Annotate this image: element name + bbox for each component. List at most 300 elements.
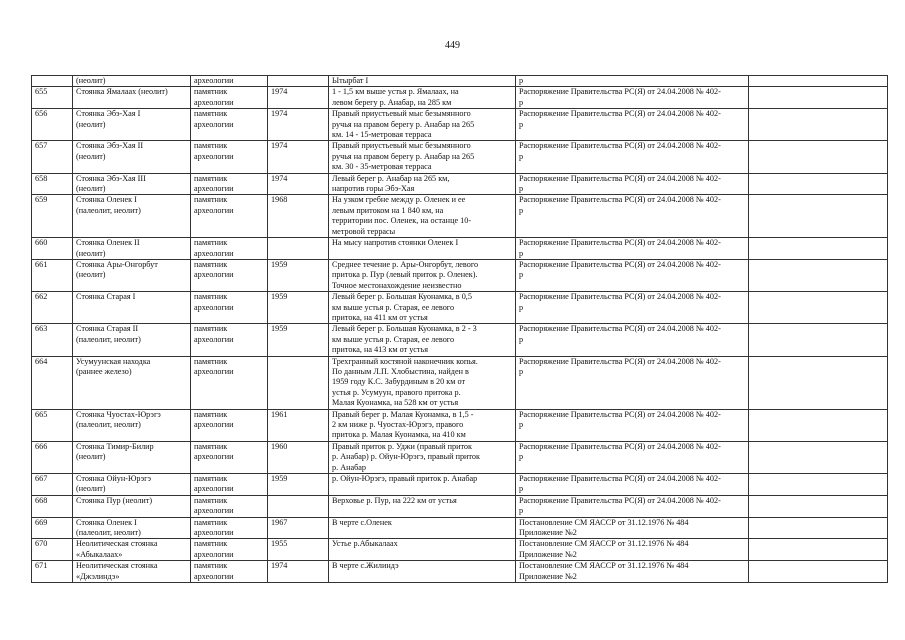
cell-text-line: археологии [194,119,234,129]
cell-year [268,561,329,583]
cell-empty [749,561,888,583]
cell-text-line: (палеолит, неолит) [76,420,141,429]
cell-text-line: археологии [194,302,234,312]
cell-monument-type [191,561,268,583]
cell-empty [749,409,888,441]
cell-text: 1967 [271,517,288,527]
cell-monument-type [191,141,268,173]
cell-text: 663 [35,324,48,334]
cell-text-line: Стоянка Оленек I [76,195,137,205]
cell-text-line: метровой террасы [332,226,396,236]
cell-location [329,109,516,141]
cell-text: 1955 [271,539,288,549]
cell-text-line: р [519,151,524,161]
cell-monument-name [73,195,191,238]
cell-text-line: р [519,484,524,494]
monuments-table [31,75,888,583]
cell-text-line: памятник [194,356,228,366]
cell-text-line: Распоряжение Правительства РС(Я) от 24.04.2008 № 402- [519,109,721,119]
cell-text-line: Трехгранный костяной наконечник копья. [332,356,478,366]
cell-text-line: Приложение №2 [519,549,577,559]
cell-number [32,141,73,173]
cell-text: 667 [35,474,48,484]
cell-monument-type [191,87,268,109]
cell-text-line: Стоянка Эбэ-Хая II [76,141,144,151]
cell-empty [749,87,888,109]
cell-text-line: р [519,248,524,258]
cell-text-line: Правый приустьевый мыс безымянного [332,141,471,151]
cell-text-line: Распоряжение Правительства РС(Я) от 24.04.2008 № 402- [519,409,721,419]
cell-number [32,76,73,87]
cell-text-line: устья р. Усумуун, правого притока р. [332,387,461,397]
cell-text-line: Стоянка Эбэ-Хая I [76,109,141,119]
cell-monument-type [191,356,268,409]
cell-text-line: р [519,334,524,344]
cell-text: 1974 [271,561,288,571]
cell-text-line: памятник [194,292,228,302]
cell-legal-document [516,409,749,441]
cell-text-line: Неолитическая стоянка [76,561,158,571]
cell-text-line: Стоянка Ойун-Юрэгэ [76,474,152,484]
cell-text-line: притока р. Пур (левый приток р. Оленек). [332,270,478,280]
cell-location [329,561,516,583]
cell-empty [749,441,888,473]
cell-text-line: На мысу напротив стоянки Оленек I [332,238,459,248]
cell-text-line: р [519,119,524,129]
cell-legal-document [516,324,749,356]
cell-monument-name [73,109,191,141]
cell-year [268,474,329,496]
cell-text-line: р [519,205,524,215]
cell-text-line: Точное местонахождение неизвестно [332,280,462,290]
cell-empty [749,141,888,173]
table-row [32,109,888,141]
cell-text: 1961 [271,409,288,419]
cell-monument-type [191,539,268,561]
cell-location [329,324,516,356]
cell-text: 665 [35,409,48,419]
cell-monument-type [191,292,268,324]
table-row [32,238,888,260]
cell-monument-name [73,292,191,324]
cell-year [268,173,329,195]
cell-year [268,141,329,173]
cell-text-line: Распоряжение Правительства РС(Я) от 24.04.2008 № 402- [519,324,721,334]
cell-text: 662 [35,292,48,302]
cell-text-line: (неолит) [76,119,106,129]
cell-text-line: притока, на 413 км от устья [332,345,429,355]
cell-text: 1974 [271,173,288,183]
cell-text-line: археологии [194,484,234,494]
cell-text-line: км. 14 - 15-метровая терраса [332,130,432,140]
table-row [32,517,888,539]
cell-text-line: Стоянка Эбэ-Хая III [76,173,146,183]
cell-text-line: Постановление СМ ЯАССР от 31.12.1976 № 484 [519,539,689,549]
cell-text-line: археологии [194,366,234,376]
cell-monument-type [191,238,268,260]
cell-text-line: Стоянка Старая I [76,292,136,302]
cell-monument-name [73,441,191,473]
cell-number [32,238,73,260]
cell-text-line: Постановление СМ ЯАССР от 31.12.1976 № 484 [519,517,689,527]
cell-text-line: (неолит) [76,452,106,462]
cell-text-line: археологии [194,334,234,344]
cell-monument-type [191,173,268,195]
cell-text-line: археологии [194,571,234,581]
cell-empty [749,195,888,238]
cell-text-line: Неолитическая стоянка [76,539,158,549]
cell-monument-type [191,474,268,496]
cell-legal-document [516,356,749,409]
cell-year [268,441,329,473]
cell-text: 669 [35,517,48,527]
cell-text-line: Стоянка Оленек I [76,517,137,527]
cell-legal-document [516,495,749,517]
cell-text: 670 [35,539,48,549]
cell-legal-document [516,238,749,260]
table-row [32,76,888,87]
cell-empty [749,173,888,195]
cell-location [329,141,516,173]
table-row [32,409,888,441]
cell-text-line: Распоряжение Правительства РС(Я) от 24.04.2008 № 402- [519,495,721,505]
cell-location [329,495,516,517]
cell-number [32,409,73,441]
cell-text-line: (раннее железо) [76,366,132,376]
cell-text-line: археологии [194,205,234,215]
cell-text-line: памятник [194,495,228,505]
cell-monument-name [73,517,191,539]
cell-text: 1959 [271,474,288,484]
cell-year [268,517,329,539]
cell-legal-document [516,539,749,561]
cell-monument-type [191,259,268,291]
cell-legal-document [516,292,749,324]
cell-text-line: притока, на 411 км от устья [332,312,428,322]
cell-text-line: Стоянка Оленек II [76,238,140,248]
cell-text-line: Распоряжение Правительства РС(Я) от 24.04.2008 № 402- [519,441,721,451]
cell-text: 1959 [271,324,288,334]
cell-text: 657 [35,141,48,151]
cell-year [268,356,329,409]
cell-monument-type [191,109,268,141]
cell-text: 1968 [271,195,288,205]
cell-legal-document [516,87,749,109]
cell-text: 1959 [271,259,288,269]
cell-year [268,109,329,141]
table-body [32,76,888,583]
cell-text-line: притока р. Малая Куонамка, на 410 км [332,430,466,440]
cell-text-line: км выше устья р. Старая, ее левого [332,302,455,312]
cell-year [268,495,329,517]
cell-empty [749,356,888,409]
cell-number [32,495,73,517]
cell-text-line: Стоянка Чуостах-Юрэгэ [76,409,161,419]
cell-year [268,409,329,441]
cell-empty [749,292,888,324]
cell-number [32,539,73,561]
cell-text-line: Стоянка Старая II [76,324,139,334]
cell-text-line: памятник [194,324,228,334]
cell-text-line: (палеолит, неолит) [76,205,141,215]
cell-monument-type [191,324,268,356]
cell-text-line: археологии [194,76,234,85]
cell-text-line: В черте с.Оленек [332,517,392,527]
table-row [32,561,888,583]
cell-text-line: На узком гребне между р. Оленек и ее [332,195,466,205]
cell-text: 1974 [271,141,288,151]
cell-text-line: левым притоком на 1 840 км, на [332,205,444,215]
table-row [32,474,888,496]
cell-text-line: «Абыкалаах» [76,549,123,559]
cell-number [32,195,73,238]
cell-text-line: археологии [194,270,234,280]
cell-text-line: Усумуунская находка [76,356,151,366]
cell-text-line: памятник [194,238,228,248]
cell-text-line: ручья на правом берегу р. Анабар на 265 [332,151,475,161]
cell-text: 671 [35,561,48,571]
cell-text-line: Распоряжение Правительства РС(Я) от 24.04.2008 № 402- [519,356,721,366]
cell-text-line: Распоряжение Правительства РС(Я) от 24.04.2008 № 402- [519,173,721,183]
cell-monument-name [73,561,191,583]
cell-monument-name [73,141,191,173]
cell-text-line: Ытырбат I [332,76,369,85]
cell-text: 658 [35,173,48,183]
cell-location [329,409,516,441]
cell-year [268,259,329,291]
cell-monument-name [73,76,191,87]
cell-monument-name [73,495,191,517]
cell-year [268,292,329,324]
cell-text-line: археологии [194,420,234,429]
cell-empty [749,539,888,561]
table-row [32,195,888,238]
cell-text-line: ручья на правом берегу р. Анабар на 265 [332,119,475,129]
cell-number [32,173,73,195]
cell-text-line: Малая Куонамка, на 528 км от устья [332,398,459,408]
cell-text-line: напротив горы Эбэ-Хая [332,184,415,194]
cell-text-line: Распоряжение Правительства РС(Я) от 24.04.2008 № 402- [519,195,721,205]
table-row [32,87,888,109]
cell-text-line: Приложение №2 [519,571,577,581]
cell-text-line: Левый берег р. Большая Куонамка, в 0,5 [332,292,472,302]
cell-text-line: памятник [194,109,228,119]
cell-text-line: археологии [194,549,234,559]
cell-number [32,259,73,291]
cell-text-line: археологии [194,528,234,538]
cell-text-line: 1 - 1,5 км выше устья р. Ямалаах, на [332,87,459,97]
cell-number [32,561,73,583]
cell-text-line: Левый берег р. Большая Куонамка, в 2 - 3 [332,324,477,334]
cell-text-line: В черте с.Жилиндэ [332,561,399,571]
cell-text-line: р [519,452,524,462]
cell-text-line: По данным Л.П. Хлобыстина, найден в [332,366,469,376]
cell-legal-document [516,561,749,583]
cell-text-line: км. 30 - 35-метровая терраса [332,162,432,172]
cell-text-line: памятник [194,561,228,571]
cell-text-line: р [519,506,524,516]
cell-text: 1974 [271,109,288,119]
cell-text-line: (неолит) [76,76,106,85]
cell-text: 660 [35,238,48,248]
cell-monument-name [73,356,191,409]
cell-text: 668 [35,495,48,505]
cell-year [268,324,329,356]
cell-monument-name [73,238,191,260]
cell-empty [749,495,888,517]
cell-text-line: Правый приустьевый мыс безымянного [332,109,471,119]
cell-monument-type [191,495,268,517]
cell-empty [749,238,888,260]
cell-text-line: Постановление СМ ЯАССР от 31.12.1976 № 484 [519,561,689,571]
cell-location [329,173,516,195]
cell-text-line: памятник [194,141,228,151]
cell-legal-document [516,474,749,496]
cell-location [329,76,516,87]
cell-text-line: Среднее течение р. Ары-Онгорбут, левого [332,259,479,269]
cell-monument-name [73,259,191,291]
cell-monument-type [191,409,268,441]
table-row [32,356,888,409]
cell-monument-type [191,195,268,238]
cell-text-line: р [519,97,524,107]
cell-year [268,87,329,109]
cell-text-line: (неолит) [76,484,106,494]
cell-text-line: Стоянка Ары-Онгорбут [76,259,158,269]
cell-text-line: памятник [194,195,228,205]
cell-text-line: (неолит) [76,248,106,258]
cell-empty [749,109,888,141]
cell-text-line: памятник [194,409,228,419]
cell-text-line: Распоряжение Правительства РС(Я) от 24.04.2008 № 402- [519,141,721,151]
cell-text-line: р. Анабар [332,462,367,472]
cell-legal-document [516,195,749,238]
cell-text: 661 [35,259,48,269]
cell-text-line: памятник [194,259,228,269]
table-row [32,292,888,324]
cell-text-line: Приложение №2 [519,528,577,538]
cell-text-line: р [519,302,524,312]
cell-text-line: памятник [194,441,228,451]
cell-legal-document [516,173,749,195]
cell-text-line: археологии [194,97,234,107]
cell-text-line: памятник [194,474,228,484]
cell-monument-type [191,76,268,87]
cell-number [32,324,73,356]
cell-legal-document [516,259,749,291]
cell-empty [749,259,888,291]
cell-text-line: р. Ойун-Юрэгэ, правый приток р. Анабар [332,474,478,484]
cell-text-line: Распоряжение Правительства РС(Я) от 24.04.2008 № 402- [519,87,721,97]
cell-year [268,238,329,260]
cell-legal-document [516,141,749,173]
cell-year [268,539,329,561]
cell-monument-type [191,517,268,539]
cell-text-line: р [519,420,524,429]
cell-location [329,539,516,561]
cell-number [32,441,73,473]
cell-text-line: 1959 году К.С. Забурдиным в 20 км от [332,377,466,387]
cell-text-line: «Джэлиндэ» [76,571,120,581]
cell-monument-type [191,441,268,473]
cell-text-line: Правый приток р. Уджи (правый приток [332,441,472,451]
cell-text-line: археологии [194,452,234,462]
table-row [32,259,888,291]
cell-text-line: р [519,76,524,85]
page-number: 449 [445,40,460,51]
cell-text-line: Стоянка Тимир-Билир [76,441,154,451]
cell-location [329,441,516,473]
cell-text-line: памятник [194,87,228,97]
cell-empty [749,324,888,356]
cell-text-line: (неолит) [76,151,106,161]
cell-text: 655 [35,87,48,97]
cell-text-line: (неолит) [76,270,106,280]
cell-empty [749,474,888,496]
cell-text-line: р [519,184,524,194]
cell-text-line: (палеолит, неолит) [76,334,141,344]
cell-text-line: археологии [194,151,234,161]
cell-monument-name [73,173,191,195]
cell-monument-name [73,324,191,356]
cell-year [268,76,329,87]
cell-text-line: памятник [194,517,228,527]
cell-text-line: Устье р.Абыкалаах [332,539,398,549]
cell-number [32,109,73,141]
cell-text-line: археологии [194,248,234,258]
cell-number [32,356,73,409]
table-row [32,539,888,561]
table-row [32,173,888,195]
cell-text-line: р. Анабар) р. Ойун-Юрэгэ, правый приток [332,452,480,462]
table-row [32,495,888,517]
cell-text-line: Правый берег р. Малая Куонамка, в 1,5 - [332,409,474,419]
cell-text: 664 [35,356,48,366]
cell-text: 666 [35,441,48,451]
cell-empty [749,76,888,87]
cell-legal-document [516,517,749,539]
cell-year [268,195,329,238]
cell-text-line: (неолит) [76,184,106,194]
cell-text-line: Распоряжение Правительства РС(Я) от 24.04.2008 № 402- [519,259,721,269]
cell-text-line: Верховье р. Пур, на 222 км от устья [332,495,457,505]
cell-number [32,87,73,109]
table-row [32,441,888,473]
cell-monument-name [73,87,191,109]
cell-text-line: памятник [194,173,228,183]
cell-number [32,292,73,324]
cell-text-line: археологии [194,184,234,194]
cell-location [329,238,516,260]
cell-text-line: Распоряжение Правительства РС(Я) от 24.04.2008 № 402- [519,238,721,248]
cell-text-line: Распоряжение Правительства РС(Я) от 24.04.2008 № 402- [519,474,721,484]
cell-number [32,517,73,539]
cell-text-line: археологии [194,506,234,516]
cell-text-line: Стоянка Ямалаах (неолит) [76,87,168,97]
cell-text-line: памятник [194,539,228,549]
cell-text: 1974 [271,87,288,97]
cell-text: 659 [35,195,48,205]
cell-text-line: р [519,270,524,280]
cell-empty [749,517,888,539]
cell-text: 1959 [271,292,288,302]
cell-text-line: Левый берег р. Анабар на 265 км, [332,173,450,183]
cell-text-line: р [519,366,524,376]
cell-location [329,474,516,496]
cell-location [329,517,516,539]
cell-location [329,292,516,324]
cell-location [329,87,516,109]
